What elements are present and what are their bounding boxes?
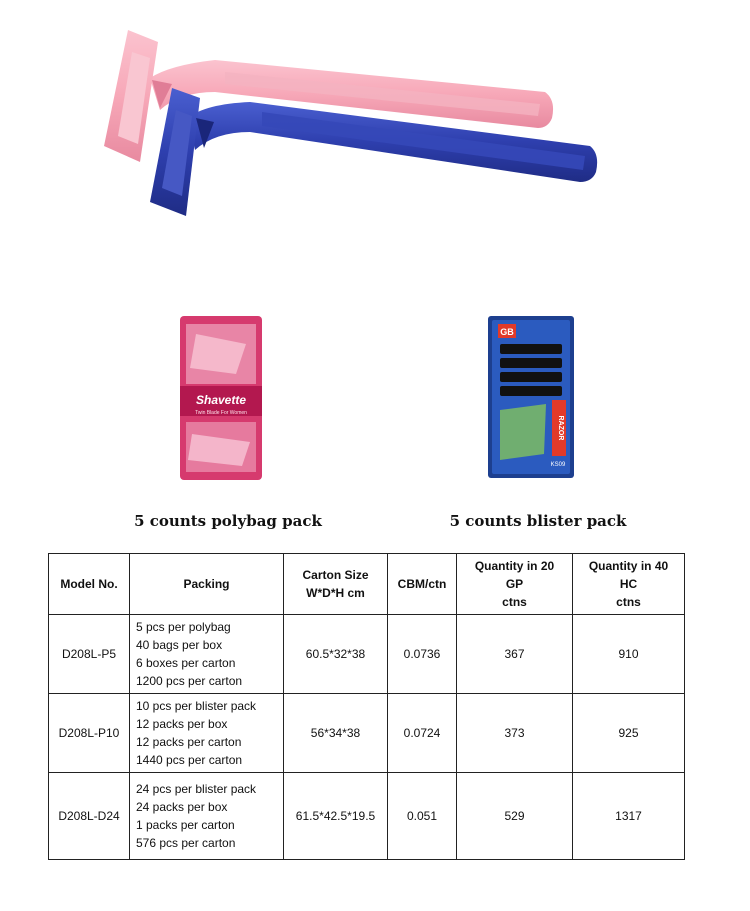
blister-brand-side: RAZOR bbox=[557, 415, 564, 441]
table-header-row bbox=[49, 554, 685, 615]
packing-line: 10 pcs per blister pack bbox=[136, 699, 257, 713]
spec-table bbox=[48, 553, 685, 860]
cell-model: D208L-D24 bbox=[49, 773, 130, 860]
cell-model: D208L-P10 bbox=[49, 694, 130, 773]
header-q20-line3: ctns bbox=[502, 595, 527, 609]
polybag-brand: Shavette bbox=[195, 393, 247, 407]
table-row bbox=[49, 773, 685, 860]
polybag-caption: 5 counts polybag pack bbox=[134, 512, 322, 530]
cell-q20: 373 bbox=[457, 694, 573, 773]
header-cbm: CBM/ctn bbox=[388, 554, 457, 615]
blister-pack-image bbox=[486, 314, 576, 480]
cell-cbm: 0.0724 bbox=[388, 694, 457, 773]
blister-caption: 5 counts blister pack bbox=[449, 512, 627, 530]
cell-q20: 367 bbox=[457, 615, 573, 694]
cell-q40: 1317 bbox=[573, 773, 685, 860]
cell-packing bbox=[130, 694, 284, 773]
polybag-tagline: Twin Blade For Women bbox=[195, 410, 247, 416]
packing-line: 1200 pcs per carton bbox=[136, 674, 243, 688]
packing-line: 6 boxes per carton bbox=[136, 656, 236, 670]
header-qty-20gp bbox=[457, 554, 573, 615]
cell-carton: 60.5*32*38 bbox=[284, 615, 388, 694]
header-packing: Packing bbox=[130, 554, 284, 615]
cell-packing bbox=[130, 615, 284, 694]
packing-line: 1 packs per carton bbox=[136, 818, 235, 832]
cell-carton: 56*34*38 bbox=[284, 694, 388, 773]
header-q40-line1: Quantity in 40 bbox=[588, 559, 669, 573]
cell-carton: 61.5*42.5*19.5 bbox=[284, 773, 388, 860]
packing-line: 5 pcs per polybag bbox=[136, 620, 231, 634]
packing-line: 12 packs per carton bbox=[136, 735, 242, 749]
header-carton-line2: W*D*H cm bbox=[306, 586, 365, 600]
packing-line: 576 pcs per carton bbox=[136, 836, 236, 850]
packing-line: 40 bags per box bbox=[136, 638, 223, 652]
polybag-pack-image bbox=[176, 314, 266, 482]
table-row bbox=[49, 694, 685, 773]
packing-line: 1440 pcs per carton bbox=[136, 753, 243, 767]
cell-q40: 925 bbox=[573, 694, 685, 773]
table-row bbox=[49, 615, 685, 694]
blister-model-code: KS09 bbox=[550, 462, 566, 468]
cell-packing bbox=[130, 773, 284, 860]
cell-cbm: 0.051 bbox=[388, 773, 457, 860]
header-q20-line2: GP bbox=[505, 577, 524, 591]
cell-q40: 910 bbox=[573, 615, 685, 694]
header-carton-line1: Carton Size bbox=[302, 568, 369, 582]
header-q40-line2: HC bbox=[619, 577, 638, 591]
blister-brand: GB bbox=[500, 327, 514, 337]
cell-q20: 529 bbox=[457, 773, 573, 860]
packing-line: 12 packs per box bbox=[136, 717, 228, 731]
cell-model: D208L-P5 bbox=[49, 615, 130, 694]
packing-line: 24 packs per box bbox=[136, 800, 228, 814]
header-model: Model No. bbox=[49, 554, 130, 615]
cell-cbm: 0.0736 bbox=[388, 615, 457, 694]
header-q40-line3: ctns bbox=[616, 595, 641, 609]
header-carton-size bbox=[284, 554, 388, 615]
header-q20-line1: Quantity in 20 bbox=[474, 559, 555, 573]
packing-line: 24 pcs per blister pack bbox=[136, 782, 257, 796]
header-qty-40hc bbox=[573, 554, 685, 615]
razor-product-image bbox=[0, 0, 750, 270]
